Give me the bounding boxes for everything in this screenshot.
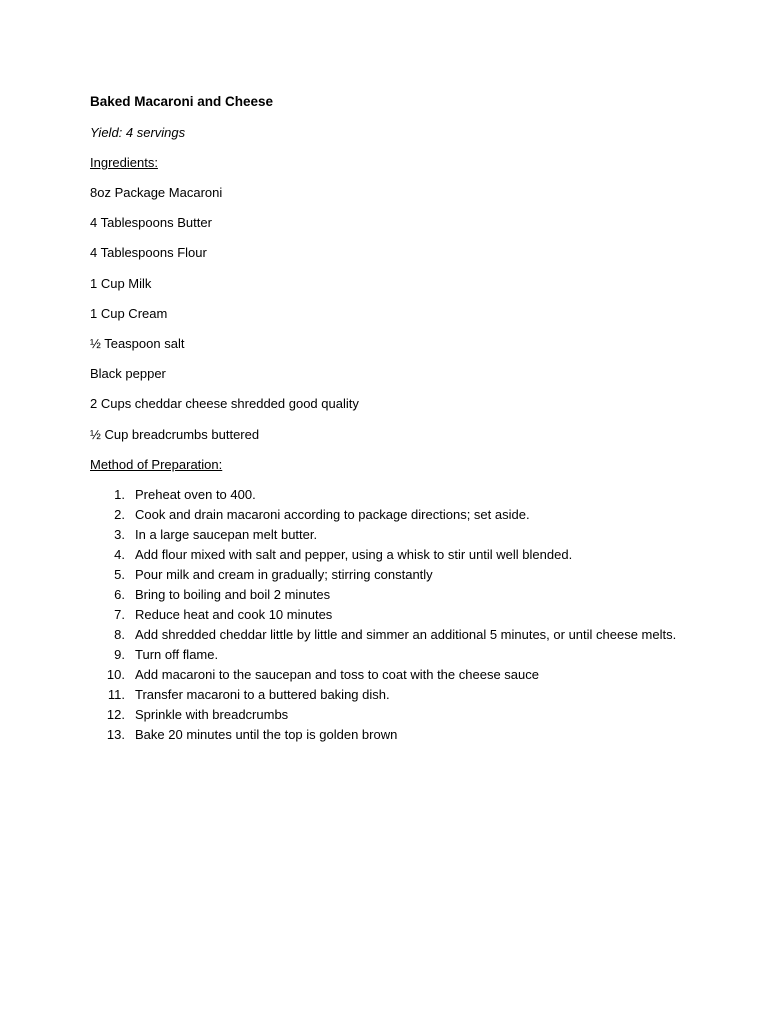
method-heading: Method of Preparation: bbox=[90, 456, 223, 472]
ingredient-item: 1 Cup Milk bbox=[90, 275, 152, 291]
step-number: 10. bbox=[106, 666, 125, 682]
ingredients-heading: Ingredients: bbox=[90, 155, 158, 170]
step-text: Transfer macaroni to a buttered baking dish. bbox=[135, 686, 390, 702]
ingredients-list bbox=[90, 184, 730, 444]
method-step bbox=[90, 585, 730, 605]
step-number: 4. bbox=[114, 546, 125, 562]
method-step bbox=[90, 725, 730, 745]
ingredient-item: 1 Cup Cream bbox=[90, 305, 168, 321]
step-number: 1. bbox=[114, 486, 125, 502]
step-text: Bring to boiling and boil 2 minutes bbox=[135, 586, 331, 602]
step-text: Cook and drain macaroni according to package directions; set aside. bbox=[135, 506, 530, 522]
step-text: In a large saucepan melt butter. bbox=[135, 526, 318, 542]
ingredient-item: 8oz Package Macaroni bbox=[90, 185, 223, 200]
step-number: 13. bbox=[106, 726, 125, 742]
step-number: 8. bbox=[114, 626, 125, 642]
step-number: 5. bbox=[114, 566, 125, 582]
step-text: Bake 20 minutes until the top is golden brown bbox=[135, 726, 398, 742]
step-number: 11. bbox=[107, 686, 125, 702]
step-number: 2. bbox=[114, 506, 125, 522]
step-number: 12. bbox=[106, 706, 125, 722]
step-text: Add macaroni to the saucepan and toss to coat with the cheese sauce bbox=[135, 666, 539, 682]
ingredient-item: ½ Teaspoon salt bbox=[90, 335, 185, 351]
method-step bbox=[90, 545, 730, 565]
step-text: Add flour mixed with salt and pepper, using a whisk to stir until well blended. bbox=[135, 546, 573, 562]
step-text: Turn off flame. bbox=[135, 646, 219, 662]
step-text: Pour milk and cream in gradually; stirring constantly bbox=[135, 566, 433, 582]
ingredient-item: 2 Cups cheddar cheese shredded good quality bbox=[90, 396, 359, 412]
step-number: 6. bbox=[114, 586, 125, 602]
method-step bbox=[90, 565, 730, 585]
method-step bbox=[90, 705, 730, 725]
recipe-yield: Yield: 4 servings bbox=[90, 125, 186, 140]
recipe-title: Baked Macaroni and Cheese bbox=[90, 94, 274, 109]
method-step bbox=[90, 625, 730, 645]
step-text: Preheat oven to 400. bbox=[135, 486, 256, 502]
step-text: Sprinkle with breadcrumbs bbox=[135, 706, 289, 722]
method-step bbox=[90, 665, 730, 685]
method-step bbox=[90, 645, 730, 665]
method-step bbox=[90, 685, 730, 705]
method-step bbox=[90, 605, 730, 625]
ingredient-item: Black pepper bbox=[90, 366, 166, 382]
ingredient-item: 4 Tablespoons Flour bbox=[90, 245, 207, 261]
recipe-content bbox=[90, 93, 730, 745]
method-step bbox=[90, 525, 730, 545]
method-steps-list bbox=[90, 485, 730, 745]
ingredient-item: ½ Cup breadcrumbs buttered bbox=[90, 426, 260, 442]
step-text: Add shredded cheddar little by little and simmer an additional 5 minutes, or until cheese melts. bbox=[135, 626, 677, 642]
method-step bbox=[90, 505, 730, 525]
step-number: 7. bbox=[114, 606, 125, 622]
step-text: Reduce heat and cook 10 minutes bbox=[135, 606, 333, 622]
step-number: 3. bbox=[114, 526, 125, 542]
step-number: 9. bbox=[114, 646, 125, 662]
method-step bbox=[90, 485, 730, 505]
ingredient-item: 4 Tablespoons Butter bbox=[90, 215, 212, 231]
